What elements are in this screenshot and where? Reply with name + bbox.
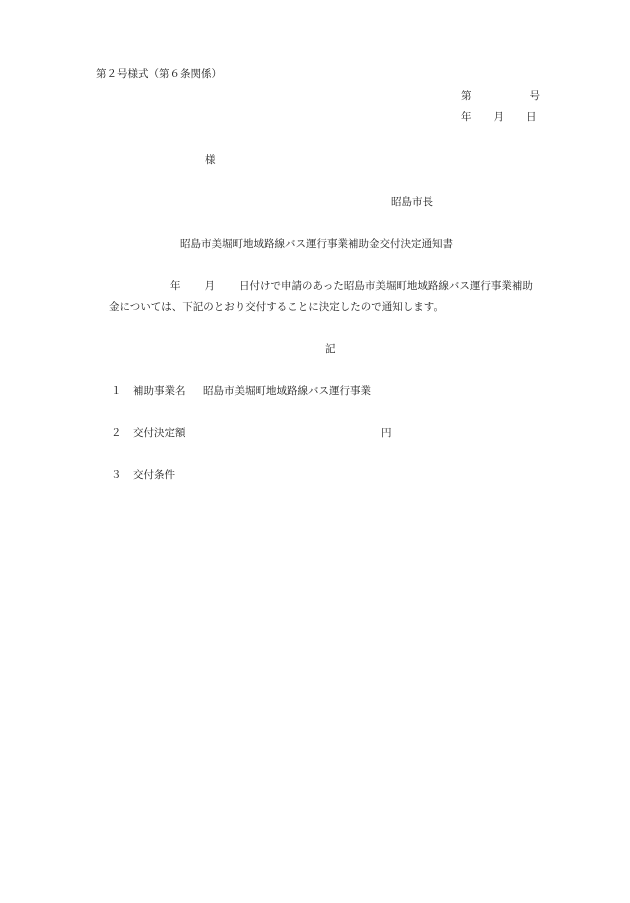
- date-year-label: 年: [461, 111, 472, 123]
- date-day-label: 日: [526, 111, 537, 123]
- item-value: 円: [381, 427, 392, 439]
- addressee-honorific: 様: [205, 154, 216, 166]
- item-grant-conditions: [111, 470, 175, 481]
- body-month-label: 月: [204, 280, 215, 292]
- number-suffix: 号: [529, 90, 540, 102]
- number-prefix: 第: [461, 90, 472, 102]
- item-number: ３: [111, 469, 122, 481]
- item-grant-amount: [111, 428, 392, 439]
- item-value: 昭島市美堀町地域路線バス運行事業: [203, 385, 371, 397]
- body-text-line-1: [170, 281, 533, 292]
- body-text-line-2: 金については、下記のとおり交付することに決定したので通知します。: [109, 301, 444, 313]
- body-line1-text: 日付けで申請のあった昭島市美堀町地域路線バス運行事業補助: [239, 280, 533, 292]
- item-number: １: [111, 385, 122, 397]
- form-number-label: 第２号様式（第６条関係）: [96, 68, 222, 80]
- item-subsidy-project: [111, 386, 371, 397]
- item-number: ２: [111, 427, 122, 439]
- item-label: 交付条件: [133, 469, 175, 481]
- document-number-line: [461, 91, 540, 102]
- document-date-line: [461, 112, 537, 123]
- item-label: 交付決定額: [133, 427, 186, 439]
- document-title: 昭島市美堀町地域路線バス運行事業補助金交付決定通知書: [180, 238, 453, 250]
- issuer-name: 昭島市長: [391, 196, 433, 208]
- record-heading: 記: [325, 343, 336, 355]
- date-month-label: 月: [493, 111, 504, 123]
- item-label: 補助事業名: [133, 385, 186, 397]
- body-year-label: 年: [170, 280, 181, 292]
